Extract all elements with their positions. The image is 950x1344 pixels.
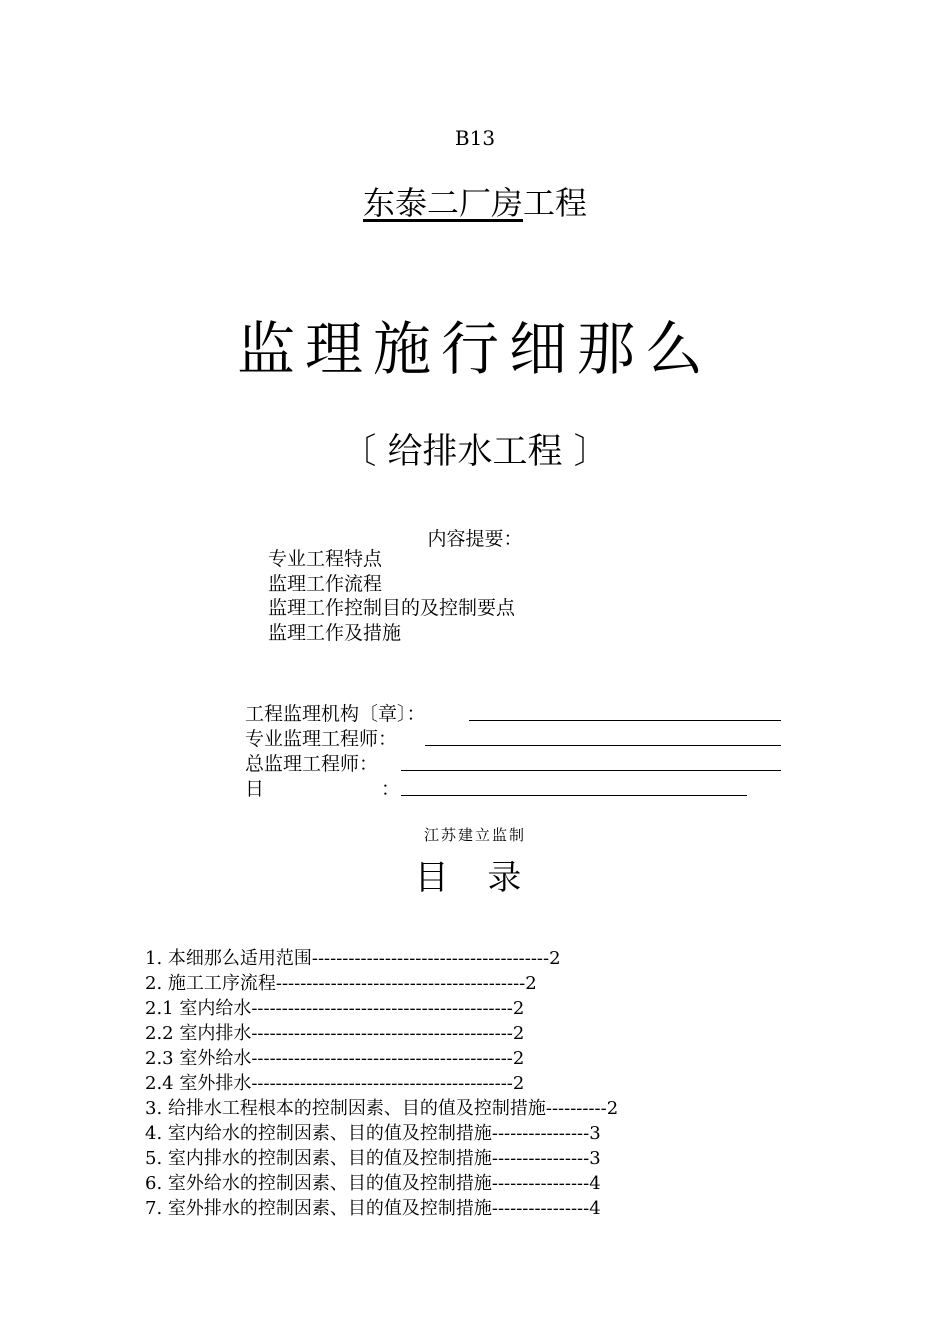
project-name-rest: 工程 — [523, 184, 588, 222]
sub-title: 〔 给排水工程 〕 — [341, 432, 609, 472]
toc-item: 2. 施工工序流程-----------------------------------------2 — [145, 973, 537, 994]
signature-engineer-line — [425, 745, 781, 746]
toc-item: 2.3 室外给水-------------------------------------------2 — [145, 1048, 525, 1069]
signature-chief-line — [401, 770, 781, 771]
toc-item: 2.2 室内排水-------------------------------------------2 — [145, 1023, 525, 1044]
signature-date-colon: ： — [381, 778, 401, 800]
toc-item: 6. 室外给水的控制因素、目的值及控制措施----------------4 — [145, 1173, 601, 1194]
toc-item: 3. 给排水工程根本的控制因素、目的值及控制措施----------2 — [145, 1098, 619, 1119]
document-code: B13 — [454, 126, 496, 150]
table-of-contents — [145, 946, 618, 1221]
summary-item: 监理工作流程 — [268, 572, 383, 595]
summary-item: 监理工作及措施 — [268, 621, 402, 644]
toc-item: 1. 本细那么适用范围---------------------------------------2 — [145, 948, 561, 969]
toc-title: 目 录 — [414, 858, 536, 898]
signature-org-label: 工程监理机构〔章〕： — [245, 703, 426, 725]
signature-org-line — [469, 720, 781, 721]
signature-chief-label: 总监理工程师： — [245, 753, 379, 775]
summary-list — [268, 547, 515, 645]
toc-item: 2.1 室内给水-------------------------------------------2 — [145, 998, 525, 1019]
project-name-underlined: 东泰二厂房 — [362, 184, 523, 222]
issuing-organization: 江苏建立监制 — [423, 826, 526, 844]
toc-item: 4. 室内给水的控制因素、目的值及控制措施----------------3 — [145, 1123, 601, 1144]
summary-item: 专业工程特点 — [268, 548, 383, 570]
signature-date-line — [401, 795, 747, 796]
signature-engineer-label: 专业监理工程师： — [245, 728, 398, 750]
summary-heading: 内容提要： — [427, 528, 523, 550]
summary-item: 监理工作控制目的及控制要点 — [268, 597, 516, 619]
project-name — [0, 178, 950, 224]
main-title: 监理施行细那么 — [236, 315, 713, 383]
toc-item: 5. 室内排水的控制因素、目的值及控制措施----------------3 — [145, 1148, 601, 1169]
toc-item: 2.4 室外排水-------------------------------------------2 — [145, 1073, 525, 1094]
signature-date-label: 日 — [245, 778, 265, 800]
toc-item: 7. 室外排水的控制因素、目的值及控制措施----------------4 — [145, 1198, 601, 1219]
